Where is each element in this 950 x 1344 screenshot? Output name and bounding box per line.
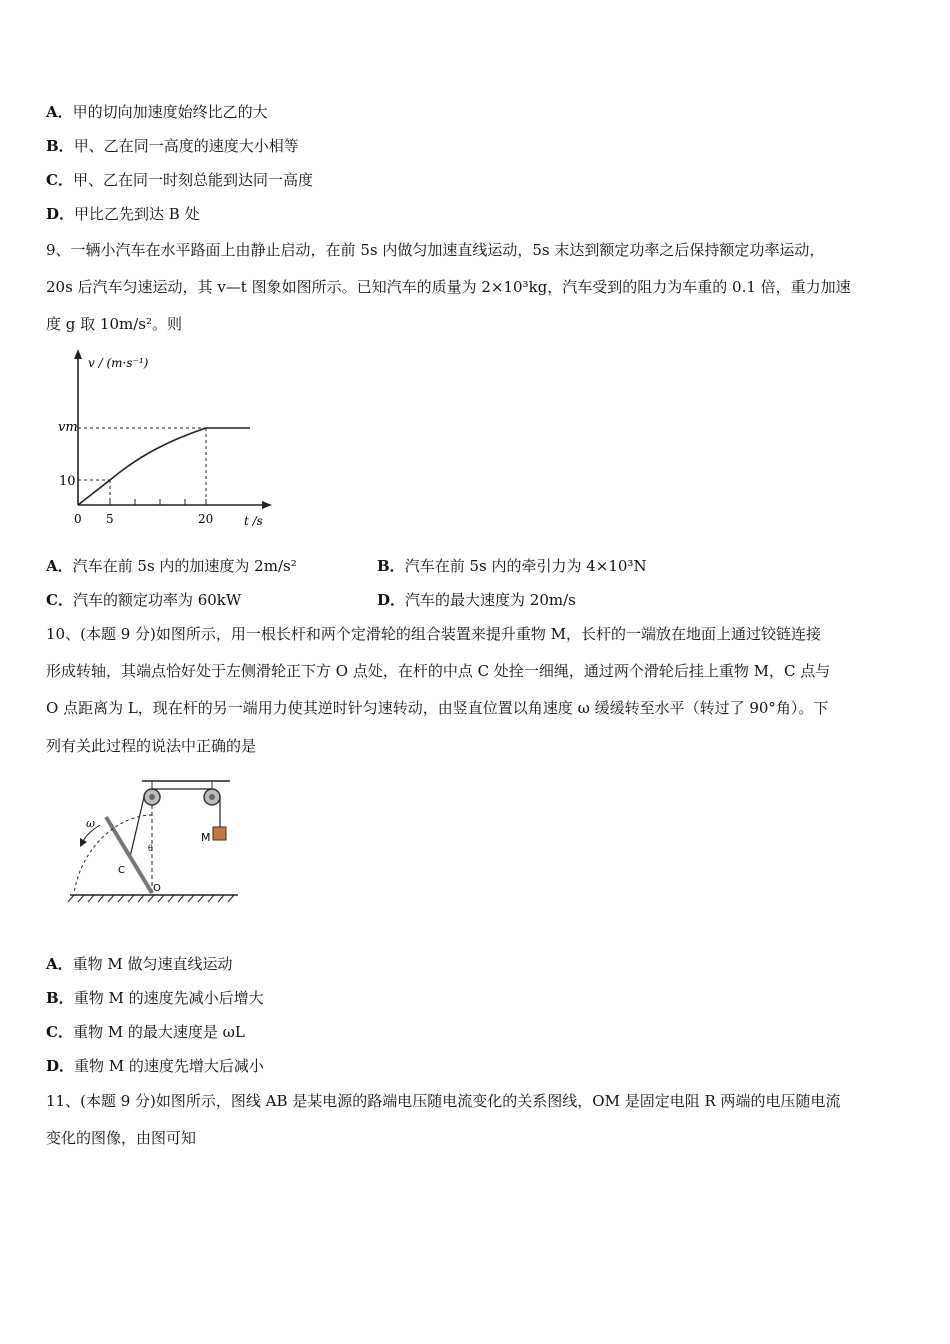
q11-stem-line1: 11、(本题 9 分)如图所示，图线 AB 是某电源的路端电压随电流变化的关系图线，OM 是固定电阻 R 两端的电压随电流 [46,1092,841,1110]
q9-option-a [46,556,297,576]
option-letter: D． [377,591,406,609]
option-text: 汽车的额定功率为 60kW [72,591,242,609]
q10-pulley-figure [60,775,250,910]
q8-option-a [46,102,268,122]
option-text: 汽车在前 5s 内的牵引力为 4×10³N [404,557,647,575]
q9-stem-line2: 20s 后汽车匀速运动，其 v—t 图象如图所示。已知汽车的质量为 2×10³kg，汽车受到的阻力为车重的 0.1 倍，重力加速 [46,278,851,296]
option-text: 重物 M 的最大速度是 ωL [72,1023,245,1041]
option-text: 甲的切向加速度始终比乙的大 [72,103,268,121]
q10-stem-line3: O 点距离为 L，现在杆的另一端用力使其逆时针匀速转动，由竖直位置以角速度 ω 缓缓转至水平（转过了 90°角）。下 [46,699,829,717]
option-text: 甲、乙在同一时刻总能到达同一高度 [72,171,313,189]
option-text: 甲比乙先到达 B 处 [74,205,200,223]
option-text: 甲、乙在同一高度的速度大小相等 [73,137,299,155]
option-letter: A． [46,955,73,973]
option-letter: C． [46,591,73,609]
x-axis-arrow [262,501,272,509]
q10-option-b [46,988,264,1008]
q10-option-c [46,1022,245,1042]
tick-label-5: 5 [106,512,114,526]
tick-label-20: 20 [198,512,214,526]
option-text: 重物 M 做匀速直线运动 [72,955,233,973]
q9-stem-line3: 度 g 取 10m/s²。则 [46,315,182,333]
option-letter: A． [46,103,73,121]
option-letter: B． [377,557,405,575]
option-text: 重物 M 的速度先减小后增大 [73,989,264,1007]
option-letter: B． [46,137,74,155]
q10-option-d [46,1056,264,1076]
vm-label: vm [58,420,78,435]
option-text: 重物 M 的速度先增大后减小 [74,1057,264,1075]
q9-vt-graph [50,345,280,535]
option-letter: C． [46,1023,73,1041]
theta-label: θ [148,844,153,853]
option-letter: B． [46,989,74,1007]
mass-block [213,827,226,840]
q10-stem-line4: 列有关此过程的说法中正确的是 [46,737,257,755]
option-letter: D． [46,1057,75,1075]
option-letter: A． [46,557,73,575]
q9-option-b [377,556,647,576]
y-axis-label: v / (m·s⁻¹) [88,356,149,370]
option-text: 汽车在前 5s 内的加速度为 2m/s² [72,557,297,575]
tick-label-10: 10 [59,474,76,489]
q10-option-a [46,954,233,974]
q8-option-c [46,170,313,190]
vt-curve [78,428,250,505]
q9-option-c [46,590,241,610]
option-letter: C． [46,171,73,189]
rod [106,817,152,893]
option-text: 汽车的最大速度为 20m/s [405,591,576,609]
omega-label: ω [86,817,95,830]
ground-hatching [68,895,234,902]
q9-option-d [377,590,576,610]
q8-option-d [46,204,200,224]
c-label: C [118,865,125,876]
tick-label-0: 0 [74,512,82,526]
q10-stem-line2: 形成转轴，其端点恰好处于左侧滑轮正下方 O 点处，在杆的中点 C 处拴一细绳，通过两个滑轮后挂上重物 M，C 点与 [46,662,831,680]
q10-stem-line1: 10、(本题 9 分)如图所示，用一根长杆和两个定滑轮的组合装置来提升重物 M，长杆的一端放在地面上通过铰链连接 [46,625,822,643]
x-axis-label: t /s [244,514,263,528]
mass-label: M [201,831,211,844]
q8-option-b [46,136,299,156]
q11-stem-line2: 变化的图像，由图可知 [46,1129,197,1147]
o-label: O [153,883,161,894]
q9-stem-line1: 9、一辆小汽车在水平路面上由静止启动，在前 5s 内做匀加速直线运动，5s 末达到额定功率之后保持额定功率运动， [46,241,825,259]
option-letter: D． [46,205,75,223]
y-axis-arrow [74,349,82,359]
